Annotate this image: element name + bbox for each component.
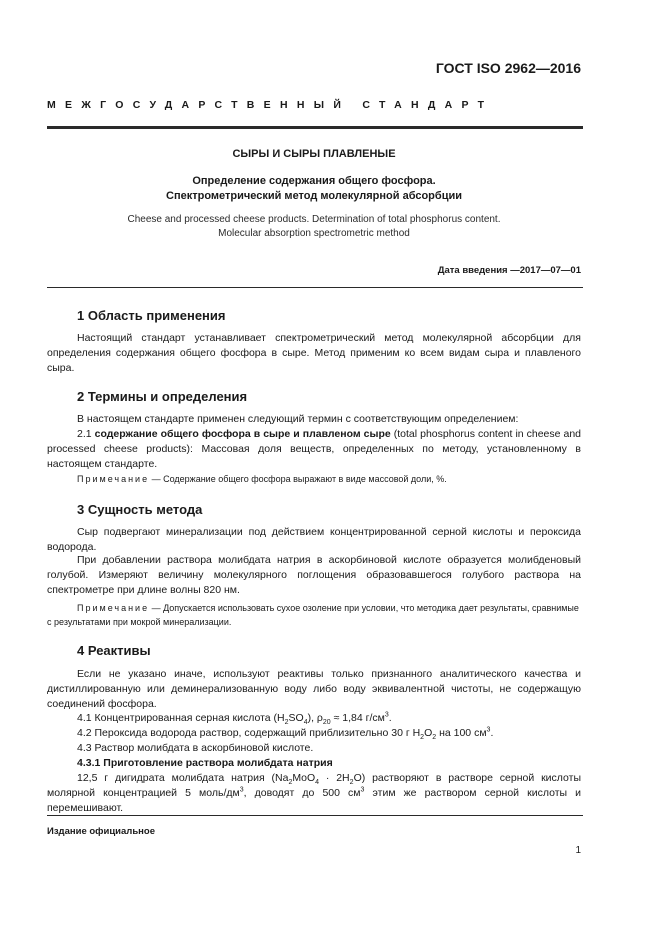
section-3-text-2: При добавлении раствора молибдата натрия в аскорбиновой кислоте образуется молибденовый голубой. Измеряют величину молекулярного поглощения образовавшегося голубого раствора на спектрометре при длине волны 820 нм. [47,554,581,596]
section-2-intro [47,412,581,427]
term-definition: (total phosphorus content in cheese and processed cheese products): Массовая доля веществ, определенных по методу, установленному в настоящем стандарте. [47,428,582,470]
subscript: 4 [303,719,308,727]
term-number: 2.1 [77,428,92,440]
section-2-note [47,473,581,487]
item-4-3-1-heading-text: 4.3.1 Приготовление раствора молибдата натрия [77,757,333,769]
item-4-2-text: на 100 см [436,727,487,739]
interstate-standard-banner: МЕЖГОСУДАРСТВЕННЫЙ СТАНДАРТ [47,99,494,111]
english-title-line-2: Molecular absorption spectrometric method [218,228,410,239]
section-4-text: Если не указано иначе, используют реактивы только признанного аналитического качества и дистиллированную или деминерализованную воду либо воду эквивалентной чистоты, не содержащую соединений фосфора. [47,668,581,710]
item-4-3-1-text: · 2H [319,772,350,784]
term-2-1 [47,427,581,471]
item-4-3-1-text: MoO [292,772,316,784]
item-4-3-1-paragraph [47,771,581,815]
section-3-paragraph-1 [47,525,581,555]
section-1-text: Настоящий стандарт устанавливает спектрометрический метод молекулярной абсорбции для определения содержания общего фосфора в сыре. Метод применим ко всем видам сыра и плавленого сыра. [47,332,581,374]
item-4-3-1-heading [47,756,581,771]
section-2-heading: 2 Термины и определения [77,389,248,404]
superscript: 3 [239,786,244,794]
item-4-3-1-text: этим же раствором серной кислоты и перемешивают. [47,786,582,814]
section-2-intro-text: В настоящем стандарте применен следующий термин с соответствующим определением: [77,413,519,425]
document-title: СЫРЫ И СЫРЫ ПЛАВЛЕНЫЕ [232,148,396,160]
subscript: 2 [420,734,425,742]
subscript: 2 [284,719,289,727]
item-4-2-text: . [490,727,494,739]
header-rule [47,126,583,129]
item-4-2-text: O [424,727,433,739]
note-text: — Содержание общего фосфора выражают в виде массовой доли, %. [151,474,447,484]
subscript: 20 [322,719,331,727]
subscript: 4 [315,779,320,787]
gost-number: ГОСТ ISO 2962—2016 [435,60,581,76]
english-title-line-1: Cheese and processed cheese products. Determination of total phosphorus content. [127,214,501,225]
note-text: — Допускается использовать сухое озоление при условии, что методика дает результаты, сравнимые с результатами при мокрой минерализации. [47,603,579,627]
item-4-1 [47,711,581,726]
section-3-note [47,602,581,629]
item-4-1-text: 4.1 Концентрированная серная кислота (H [77,712,285,724]
subtitle-line-1: Определение содержания общего фосфора. [192,175,436,187]
section-3-heading: 3 Сущность метода [77,502,203,517]
item-4-3-1-text: , доводят до 500 см [243,786,361,799]
item-4-1-text: ≈ 1,84 г/см [330,712,385,724]
section-1-paragraph [47,331,581,375]
subscript: 2 [432,734,437,742]
date-rule [47,287,583,288]
english-title [47,213,581,241]
term-name: содержание общего фосфора в сыре и плавленом сыре [94,428,391,440]
item-4-1-text: . [388,712,392,724]
subscript: 2 [288,779,293,787]
superscript: 3 [384,711,389,719]
introduction-date: Дата введения —2017—07—01 [437,265,581,276]
item-4-3-1-text: 12,5 г дигидрата молибдата натрия (Na [77,772,289,784]
item-4-2-text: 4.2 Пероксида водорода раствор, содержащий приблизительно 30 г H [77,727,421,739]
note-label: Примечание [77,474,150,484]
item-4-2 [47,726,581,741]
section-1-heading: 1 Область применения [77,308,226,323]
item-4-1-text: SO [288,712,304,724]
document-subtitle [47,174,581,204]
note-label: Примечание [77,603,150,613]
section-4-heading: 4 Реактивы [77,643,151,658]
superscript: 3 [486,726,491,734]
page-number: 1 [575,845,581,856]
item-4-3-1-text: O) растворяют в растворе серной кислоты молярной концентрацией 5 моль/дм [47,772,581,799]
item-4-3 [47,741,581,756]
edition-label: Издание официальное [47,826,155,837]
subscript: 2 [349,779,354,787]
item-4-1-text: ), ρ [307,712,323,724]
footer-rule [47,815,583,816]
section-3-paragraph-2 [47,553,581,597]
section-4-paragraph [47,667,581,711]
section-3-text-1: Сыр подвергают минерализации под действием концентрированной серной кислоты и пероксида водорода. [47,526,581,553]
item-4-3-text: 4.3 Раствор молибдата в аскорбиновой кислоте. [77,742,314,754]
superscript: 3 [360,786,365,794]
subtitle-line-2: Спектрометрический метод молекулярной абсорбции [166,190,462,202]
